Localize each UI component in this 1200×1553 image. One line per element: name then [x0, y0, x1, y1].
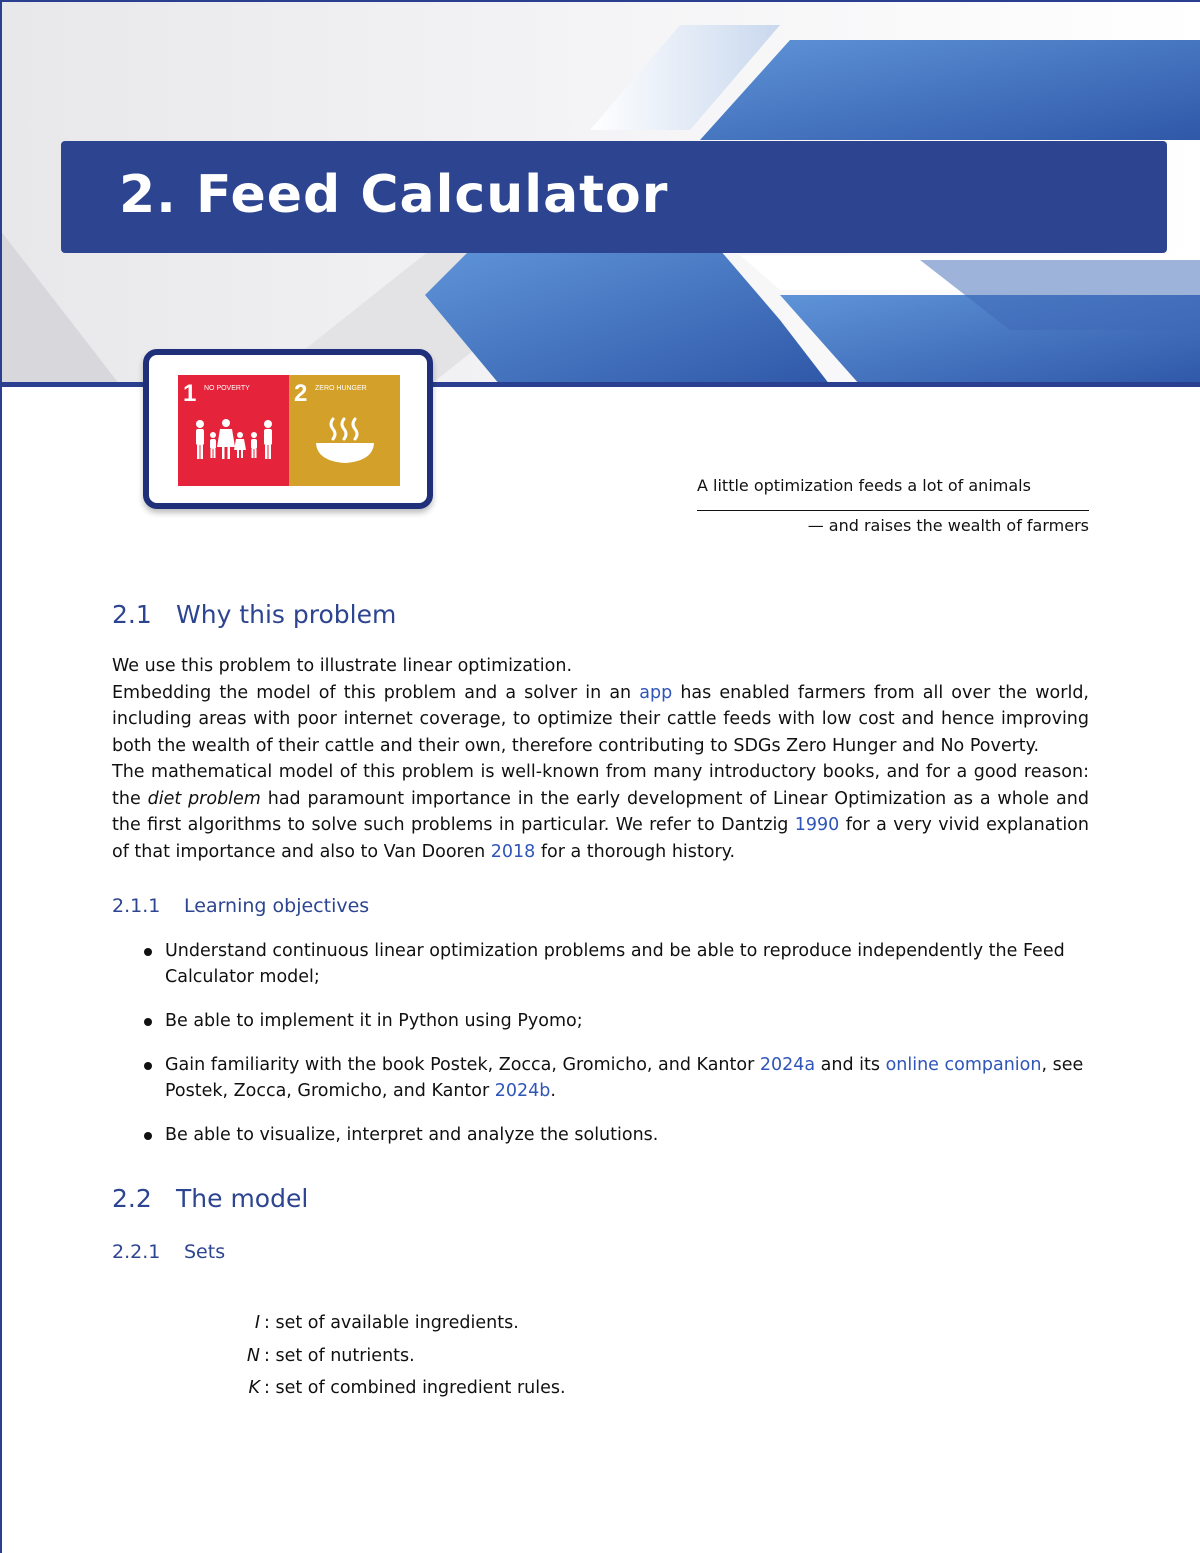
objective-text-a: Gain familiarity with the book Postek, Zocca, Gromicho, and Kantor: [165, 1055, 760, 1075]
family-icon: [178, 415, 289, 475]
app-link[interactable]: app: [639, 682, 673, 703]
section-title: The model: [176, 1184, 309, 1213]
section-title: Why this problem: [176, 600, 397, 629]
epigraph-attribution: — and raises the wealth of farmers: [807, 516, 1089, 535]
history-text-b: had paramount importance in the early development of Linear Optimization as a whole and the first algorithms to solve such problems in particular. We refer to Dantzig: [112, 788, 1089, 835]
bowl-icon: [289, 415, 400, 475]
set-description: : set of available ingredients.: [264, 1313, 519, 1333]
chapter-title-bar: [61, 141, 1167, 253]
app-paragraph-text-a: Embedding the model of this problem and a solver in an: [112, 682, 640, 703]
set-definition: [240, 1307, 566, 1340]
why-problem-paragraph: [112, 653, 1089, 865]
chapter-title: [119, 165, 668, 225]
subsection-heading-2-1-1: [112, 895, 369, 917]
sdg-2-number: 2: [294, 380, 308, 407]
set-symbol: I: [254, 1313, 260, 1333]
subsection-heading-2-2-1: [112, 1241, 225, 1263]
sets-definition-list: [240, 1307, 566, 1405]
chapter-number: 2.: [119, 165, 177, 225]
sdg-1-no-poverty-icon: [178, 375, 289, 486]
app-paragraph: [112, 680, 1089, 760]
section-number: 2.1: [112, 600, 152, 629]
section-heading-2-2: [112, 1184, 308, 1213]
list-item: [142, 1122, 1089, 1148]
set-description: : set of nutrients.: [264, 1345, 415, 1366]
set-symbol: K: [248, 1378, 260, 1398]
sdg-2-zero-hunger-icon: [289, 375, 400, 486]
sdg-1-label: NO POVERTY: [204, 385, 250, 392]
history-paragraph: [112, 759, 1089, 865]
citation-van-dooren-2018[interactable]: 2018: [490, 841, 536, 862]
sdg-1-number: 1: [183, 380, 197, 407]
sdg-logo-frame: [143, 349, 433, 509]
objective-text-d: .: [550, 1081, 556, 1101]
section-number: 2.2: [112, 1184, 152, 1213]
list-item: [142, 938, 1089, 990]
set-definition: [240, 1372, 566, 1405]
history-text-d: for a thorough history.: [535, 841, 736, 862]
learning-objectives-list: [142, 938, 1089, 1166]
objective-text-b: and its: [815, 1055, 886, 1075]
chapter-name: Feed Calculator: [196, 165, 669, 225]
epigraph-quote: A little optimization feeds a lot of animals: [697, 476, 1031, 495]
list-item: [142, 1008, 1089, 1034]
epigraph-rule: [697, 510, 1089, 511]
subsection-number: 2.2.1: [112, 1241, 161, 1263]
objective-text-c: , see Postek, Zocca, Gromicho, and Kantor: [165, 1055, 1084, 1101]
history-text-a: The mathematical model of this problem is well-known from many introductory books, and for a good reason: the: [112, 762, 1089, 809]
objective-text: Be able to implement it in Python using Pyomo;: [165, 1011, 583, 1031]
history-text-c: for a very vivid explanation of that importance and also to Van Dooren: [112, 815, 1089, 862]
set-symbol: N: [246, 1345, 260, 1366]
citation-postek-2024a[interactable]: 2024a: [759, 1055, 816, 1075]
objective-text: Be able to visualize, interpret and analyze the solutions.: [165, 1125, 659, 1145]
objective-text: Understand continuous linear optimization problems and be able to reproduce independently the Feed Calculator model;: [165, 941, 1065, 987]
section-heading-2-1: [112, 600, 396, 629]
set-description: : set of combined ingredient rules.: [264, 1378, 566, 1398]
set-definition: [240, 1340, 566, 1373]
subsection-number: 2.1.1: [112, 895, 161, 917]
diet-problem-emphasis: diet problem: [147, 788, 261, 809]
subsection-title: Learning objectives: [184, 895, 370, 917]
subsection-title: Sets: [184, 1241, 226, 1263]
epigraph: [697, 476, 1089, 535]
app-paragraph-text-b: has enabled farmers from all over the world, including areas with poor internet coverage, to optimize their cattle feeds with low cost and hence improving both the wealth of their cattle and their own, therefore contributing to SDGs Zero Hunger and No Poverty.: [112, 682, 1089, 756]
list-item: [142, 1052, 1089, 1104]
online-companion-link[interactable]: online companion: [885, 1055, 1042, 1075]
citation-dantzig-1990[interactable]: 1990: [794, 815, 840, 835]
citation-postek-2024b[interactable]: 2024b: [494, 1081, 551, 1101]
sdg-2-label: ZERO HUNGER: [315, 385, 367, 392]
intro-line: We use this problem to illustrate linear optimization.: [112, 656, 573, 676]
